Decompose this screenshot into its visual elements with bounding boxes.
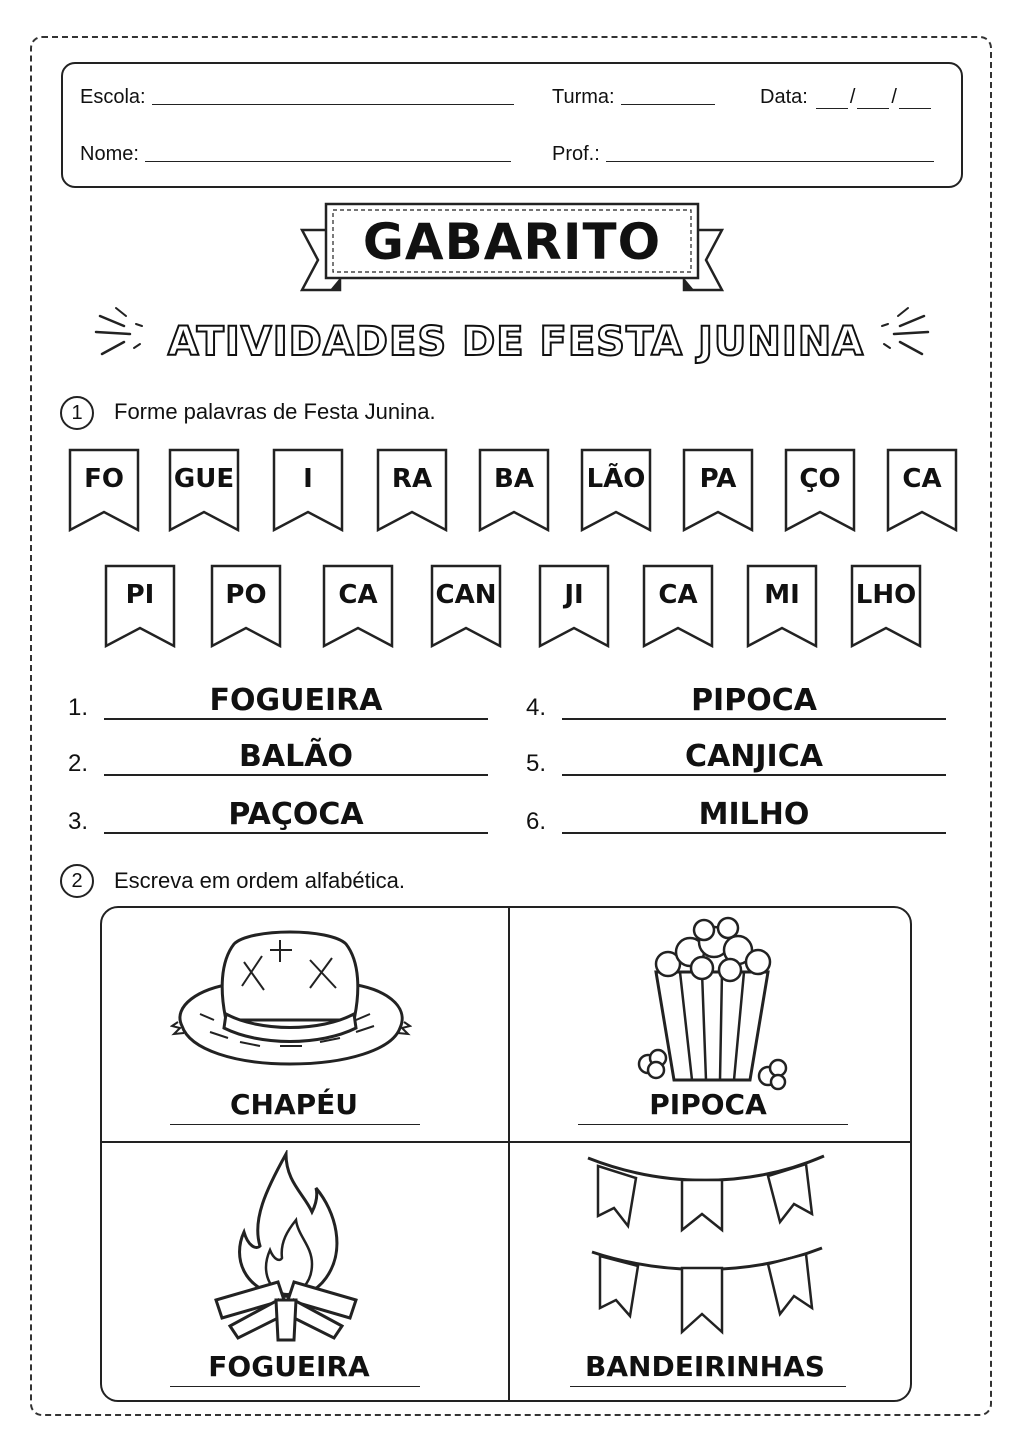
right-sparkle-icon bbox=[874, 304, 938, 368]
teacher-label: Prof.: bbox=[552, 143, 600, 165]
syllable-text: MI bbox=[764, 580, 800, 610]
syllable-flag bbox=[322, 564, 394, 648]
date-label: Data: bbox=[760, 86, 808, 108]
bunting-flags-icon bbox=[584, 1152, 830, 1340]
syllable-flag bbox=[68, 448, 140, 532]
syllable-flag bbox=[430, 564, 502, 648]
question-2-number: 2 bbox=[60, 864, 94, 898]
answer-word: PIPOCA bbox=[691, 683, 817, 718]
school-label: Escola: bbox=[80, 86, 146, 108]
syllable-flag bbox=[538, 564, 610, 648]
syllable-text: JI bbox=[564, 580, 584, 610]
syllable-flag bbox=[168, 448, 240, 532]
page-title: GABARITO bbox=[362, 213, 662, 271]
syllable-flag bbox=[104, 564, 176, 648]
syllable-text: PA bbox=[699, 464, 737, 494]
question-2-instruction: Escreva em ordem alfabética. bbox=[114, 868, 406, 893]
syllable-flag bbox=[886, 448, 958, 532]
cell-label-hat: CHAPÉU bbox=[229, 1088, 359, 1121]
answer-row-1[interactable] bbox=[68, 672, 488, 722]
syllable-flag bbox=[580, 448, 652, 532]
syllable-flag bbox=[210, 564, 282, 648]
syllable-text: GUE bbox=[173, 464, 235, 494]
answer-word: CANJICA bbox=[685, 739, 823, 774]
syllable-flag bbox=[850, 564, 922, 648]
syllable-text: ÇO bbox=[799, 464, 841, 494]
page-subtitle: ATIVIDADES DE FESTA JUNINA bbox=[167, 319, 865, 365]
syllable-flag bbox=[746, 564, 818, 648]
left-sparkle-icon bbox=[86, 304, 150, 368]
answer-word: PAÇOCA bbox=[228, 797, 364, 832]
syllable-flag bbox=[376, 448, 448, 532]
syllable-text: CA bbox=[902, 464, 942, 494]
syllable-text: BA bbox=[494, 464, 534, 494]
cell-label-popcorn: PIPOCA bbox=[649, 1088, 767, 1121]
answer-word: BALÃO bbox=[239, 739, 353, 774]
school-field[interactable] bbox=[80, 86, 514, 109]
class-field[interactable] bbox=[552, 86, 715, 109]
answer-number: 1. bbox=[68, 694, 89, 721]
syllable-text: RA bbox=[391, 464, 433, 494]
answer-number: 4. bbox=[526, 694, 547, 721]
popcorn-icon bbox=[634, 916, 788, 1092]
header-box bbox=[61, 62, 963, 188]
syllable-text: PI bbox=[125, 580, 155, 610]
answer-number: 6. bbox=[526, 808, 547, 835]
answer-row-4[interactable] bbox=[526, 672, 946, 722]
syllable-flag bbox=[682, 448, 754, 532]
answer-number: 5. bbox=[526, 750, 547, 777]
answer-row-2[interactable] bbox=[68, 728, 488, 778]
syllable-flag bbox=[642, 564, 714, 648]
syllable-text: LHO bbox=[855, 580, 917, 610]
class-label: Turma: bbox=[552, 86, 615, 108]
answer-word: MILHO bbox=[698, 797, 810, 832]
answer-number: 2. bbox=[68, 750, 89, 777]
answer-row-5[interactable] bbox=[526, 728, 946, 778]
syllable-text: CA bbox=[338, 580, 378, 610]
syllable-flag bbox=[784, 448, 856, 532]
question-1-instruction: Forme palavras de Festa Junina. bbox=[114, 399, 436, 424]
answer-row-6[interactable] bbox=[526, 786, 946, 836]
syllable-flag bbox=[478, 448, 550, 532]
syllable-text: CAN bbox=[435, 580, 497, 610]
syllable-text: FO bbox=[84, 464, 124, 494]
syllable-flag bbox=[272, 448, 344, 532]
name-field[interactable] bbox=[80, 143, 511, 166]
name-label: Nome: bbox=[80, 143, 139, 165]
syllable-text: CA bbox=[658, 580, 698, 610]
teacher-field[interactable] bbox=[552, 143, 934, 166]
date-field[interactable]: Data: / / bbox=[760, 86, 933, 109]
cell-label-bunting: BANDEIRINHAS bbox=[585, 1350, 825, 1383]
answer-word: FOGUEIRA bbox=[209, 683, 383, 718]
syllable-text: LÃO bbox=[586, 464, 646, 494]
syllable-text: I bbox=[303, 464, 313, 494]
cell-label-bonfire: FOGUEIRA bbox=[208, 1350, 370, 1383]
question-1-number: 1 bbox=[60, 396, 94, 430]
answer-row-3[interactable] bbox=[68, 786, 488, 836]
straw-hat-icon bbox=[170, 922, 412, 1086]
answer-number: 3. bbox=[68, 808, 89, 835]
bonfire-icon bbox=[208, 1150, 364, 1342]
syllable-text: PO bbox=[225, 580, 267, 610]
